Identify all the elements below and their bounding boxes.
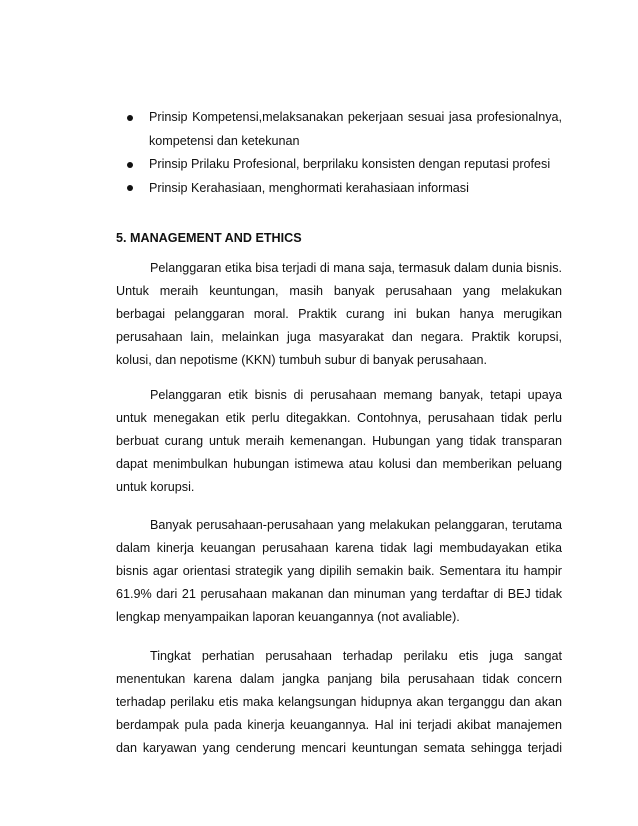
bullet-dot-icon (127, 115, 133, 121)
bullet-item-confidentiality (124, 177, 562, 201)
paragraph-4: Tingkat perhatian perusahaan terhadap perilaku etis juga sangat menentukan karena dalam jangka panjang bila perusahaan tidak concern terhadap perilaku etis maka kelangsungan hidupnya akan terganggu dan akan berdampak pula pada kinerja keuangannya. Hal ini terjadi akibat manajemen dan karyawan yang cenderung mencari keuntungan semata sehingga terjadi (116, 649, 562, 755)
bullet-text: Prinsip Prilaku Profesional, berprilaku konsisten dengan reputasi profesi (149, 157, 551, 171)
bullet-dot-icon (127, 185, 133, 191)
paragraph-3: Banyak perusahaan-perusahaan yang melakukan pelanggaran, terutama dalam kinerja keuangan perusahaan karena tidak lagi membudayakan etika bisnis agar orientasi strategik yang dipilih semakin baik. Sementara itu hampir 61.9% dari 21 perusahaan makanan dan minuman yang terdaftar di BEJ tidak lengkap menyampaikan laporan keuangannya (not avaliable). (116, 518, 562, 624)
bullet-dot-icon (127, 162, 133, 168)
bullet-text: Prinsip Kompetensi,melaksanakan pekerjaan sesuai jasa profesionalnya, kompetensi dan ketekunan (149, 110, 562, 148)
paragraph-2: Pelanggaran etik bisnis di perusahaan memang banyak, tetapi upaya untuk menegakan etik perlu ditegakkan. Contohnya, perusahaan tidak perlu berbuat curang untuk meraih kemenangan. Hubungan yang tidak transparan dapat menimbulkan hubungan istimewa atau kolusi dan memberikan peluang untuk korupsi. (116, 388, 562, 494)
paragraph-1: Pelanggaran etika bisa terjadi di mana saja, termasuk dalam dunia bisnis. Untuk meraih keuntungan, masih banyak perusahaan yang melakukan berbagai pelanggaran moral. Praktik curang ini bukan hanya merugikan perusahaan lain, melainkan juga masyarakat dan negara. Praktik korupsi, kolusi, dan nepotisme (KKN) tumbuh subur di banyak perusahaan. (116, 261, 562, 367)
bullet-text: Prinsip Kerahasiaan, menghormati kerahasiaan informasi (149, 180, 469, 195)
principles-bullet-list (124, 106, 562, 200)
bullet-item-competence (124, 106, 562, 153)
bullet-item-professional-behavior (124, 153, 562, 177)
section-heading: 5. MANAGEMENT AND ETHICS (116, 231, 302, 245)
